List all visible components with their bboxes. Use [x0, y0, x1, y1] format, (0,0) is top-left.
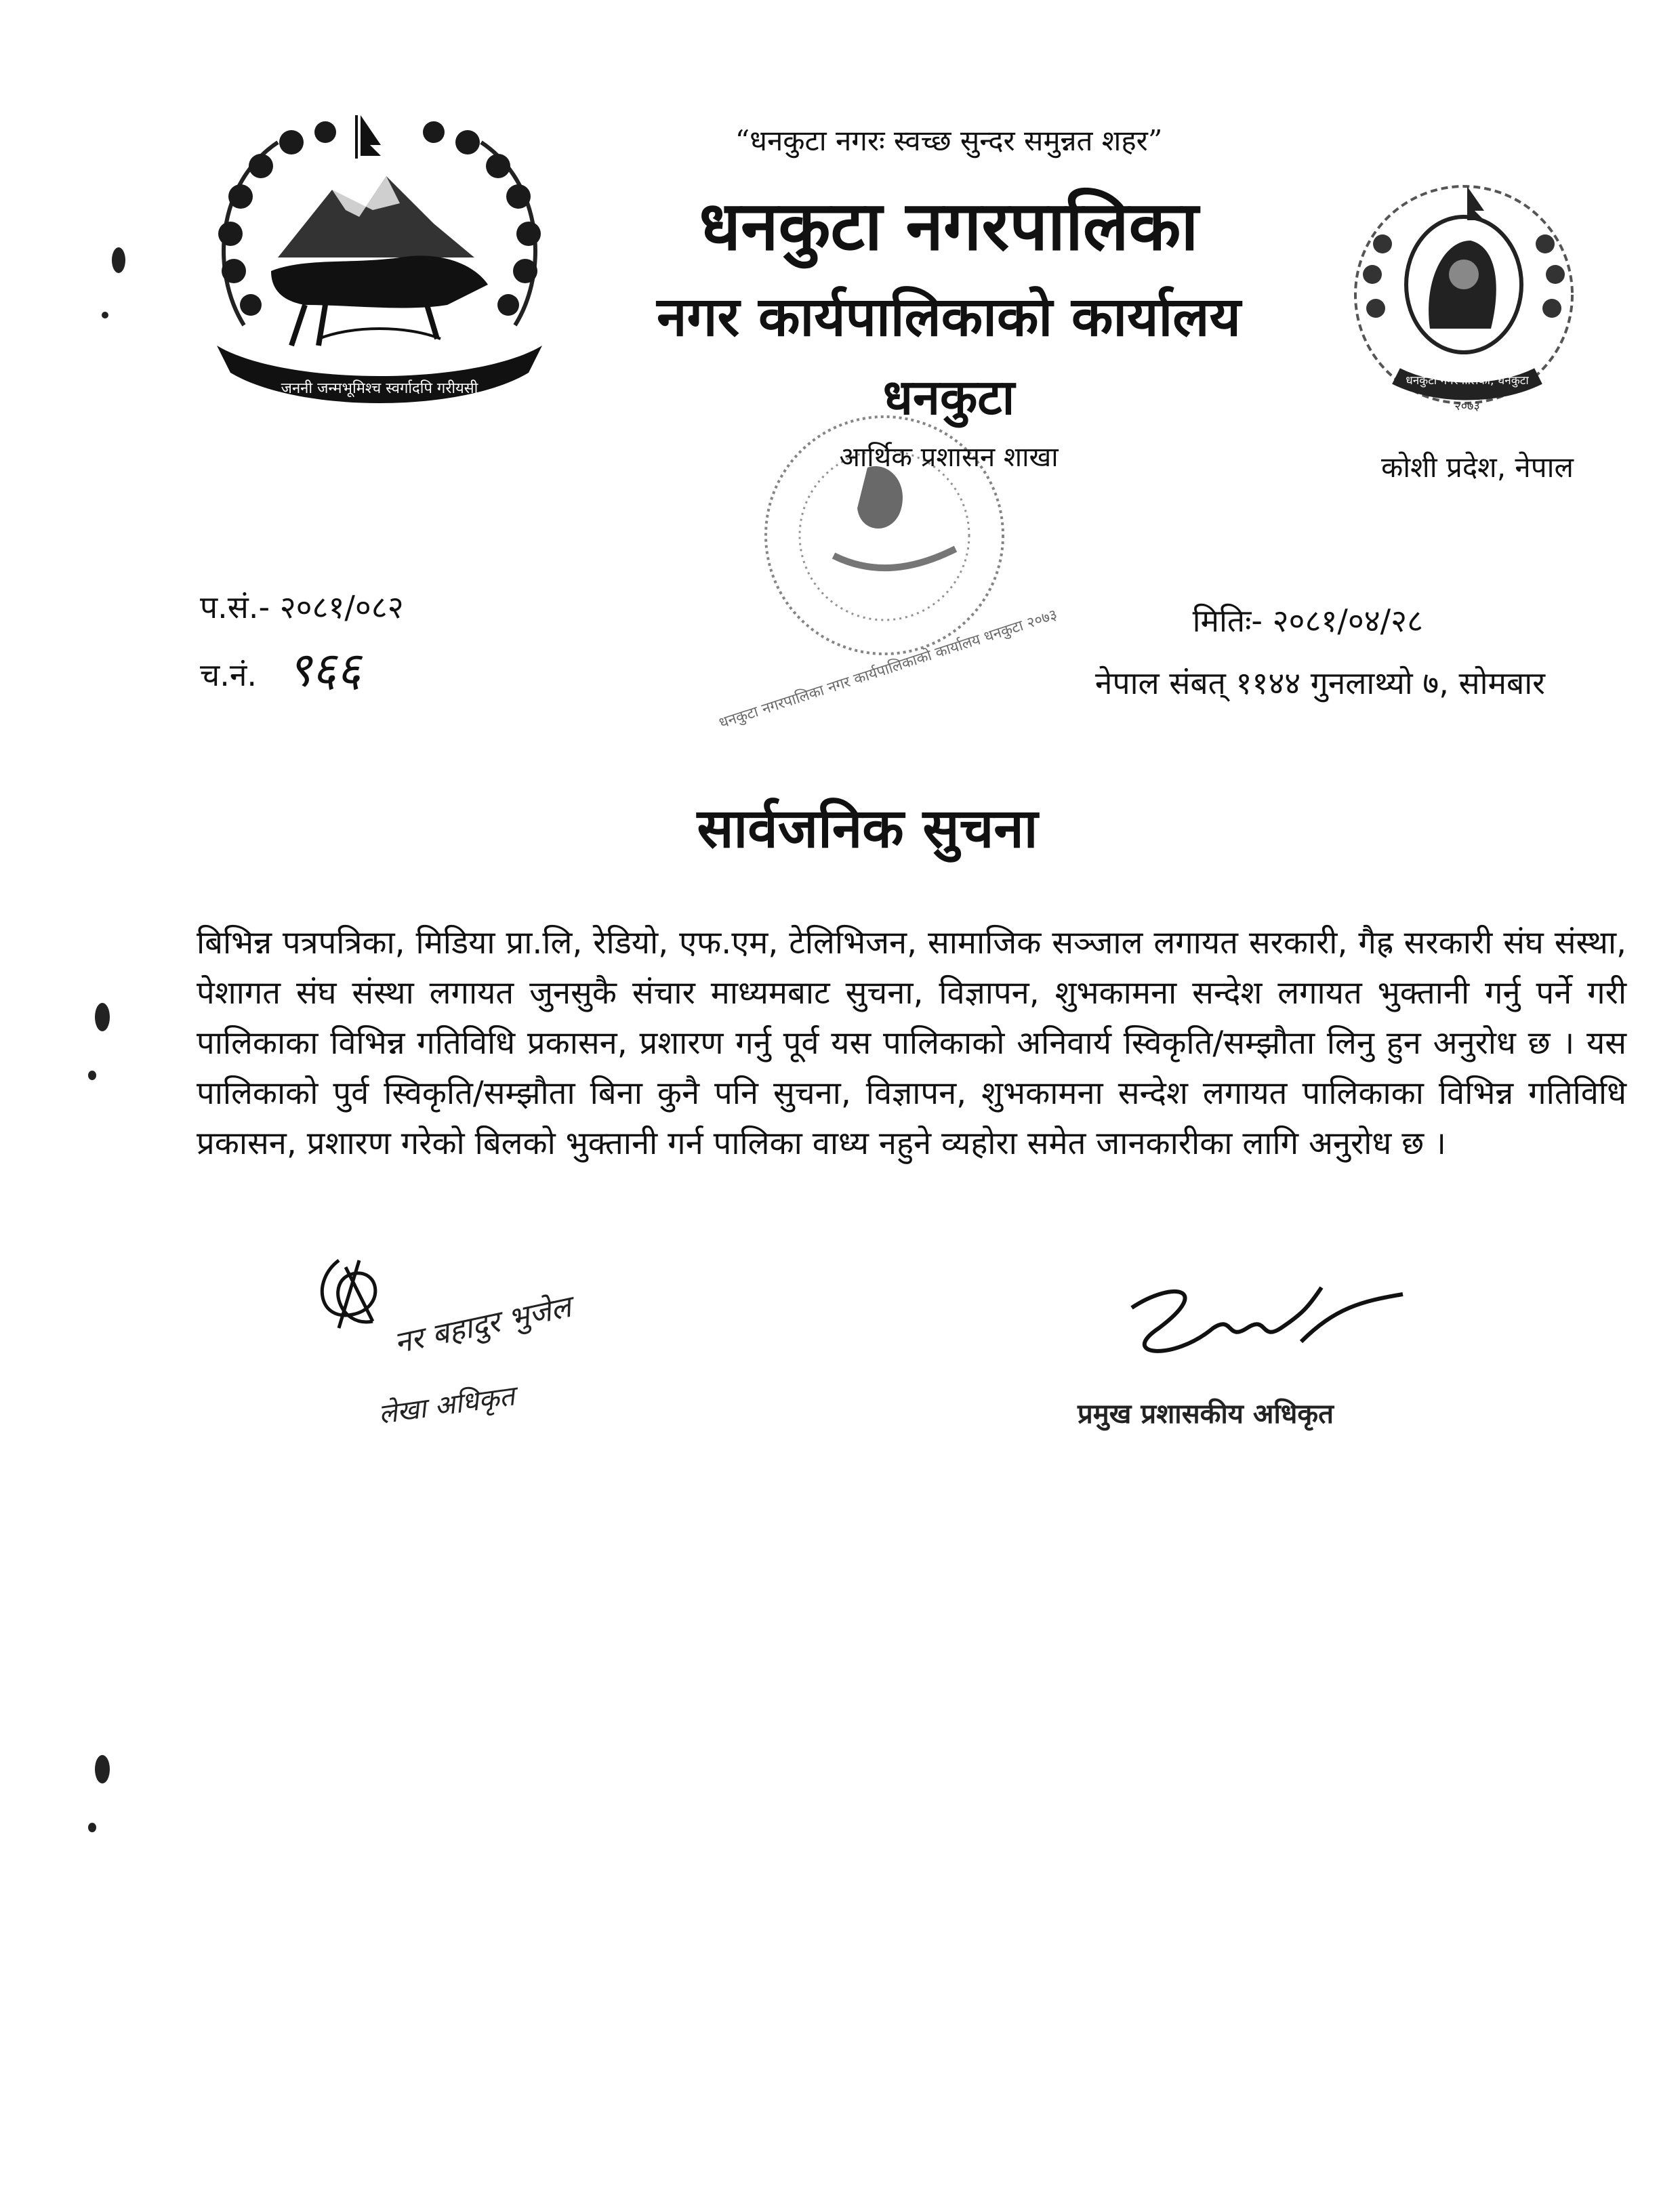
- logo-ring-text: धनकुटा नगरपालिका, धनकुटा: [1406, 374, 1529, 388]
- municipality-motto: “धनकुटा नगरः स्वच्छ सुन्दर समुन्नत शहर”: [735, 124, 1163, 157]
- office-location: धनकुटा: [882, 369, 1015, 426]
- dispatch-number-value: ९६६: [287, 642, 361, 697]
- signatory-title: प्रमुख प्रशासकीय अधिकृत: [1078, 1399, 1334, 1430]
- punch-hole-mark: [95, 1755, 110, 1783]
- emblem-ribbon-text: जननी जन्मभूमिश्च स्वर्गादपि गरीयसी: [281, 380, 478, 397]
- chief-administrative-officer-signature: [1078, 1267, 1430, 1443]
- handwritten-signature-icon: [1132, 1287, 1403, 1351]
- date-value: २०८१/०४/२८: [1272, 602, 1423, 639]
- org-name: धनकुटा नगरपालिका: [699, 186, 1199, 266]
- nepal-national-emblem-icon: [203, 102, 556, 427]
- accounts-officer-signature: [298, 1240, 610, 1457]
- date-line: [1017, 590, 1545, 652]
- stamp-text: धनकुटा नगरपालिका नगर कार्यपालिकाको कार्यालय धनकुटा २०७३: [717, 606, 1060, 732]
- reference-block: [200, 576, 404, 706]
- dispatch-number-label: च.नं.: [200, 657, 257, 693]
- letter-number: [200, 576, 404, 638]
- date-label: मितिः-: [1192, 602, 1263, 639]
- date-block: [1017, 590, 1545, 714]
- punch-hole-mark: [95, 1003, 110, 1031]
- province-name: कोशी प्रदेश, नेपाल: [1381, 451, 1574, 484]
- branch-name: आर्थिक प्रशासन शाखा: [839, 442, 1059, 473]
- letter-number-label: प.सं.-: [200, 589, 270, 625]
- nepal-sambat-date: नेपाल संबत् ११४४ गुनलाथ्यो ७, सोमबार: [1094, 665, 1545, 701]
- dhankuta-municipality-logo-icon: [1335, 173, 1599, 430]
- office-name: नगर कार्यपालिकाको कार्यालय: [657, 285, 1241, 348]
- logo-year-text: २०७३: [1454, 399, 1480, 413]
- dispatch-number: [200, 638, 404, 706]
- handwritten-signature-icon: [322, 1260, 375, 1328]
- signatory-name: नर बहादुर भुजेल: [391, 1289, 575, 1361]
- notice-body: बिभिन्न पत्रपत्रिका, मिडिया प्रा.लि, रेडियो, एफ.एम, टेलिभिजन, सामाजिक सञ्जाल लगायत सरकारी, गैह्र सरकारी संघ संस्था, पेशागत संघ संस्था लगायत जुनसुकै संचार माध्यमबाट सुचना, विज्ञापन, शुभकामना सन्देश लगायत भुक्तानी गर्नु पर्ने गरी पालिकाका विभिन्न गतिविधि प्रकासन, प्रशारण गर्नु पूर्व यस पालिकाको अनिवार्य स्विकृति/सम्झौता लिनु हुन अनुरोध छ । यस पालिकाको पुर्व स्विकृति/सम्झौता बिना कुनै पनि सुचना, विज्ञापन, शुभकामना सन्देश लगायत पालिकाका विभिन्न गतिविधि प्रकासन, प्रशारण गरेको बिलको भुक्तानी गर्न पालिका वाध्य नहुने व्यहोरा समेत जानकारीका लागि अनुरोध छ ।: [197, 924, 1626, 1162]
- punch-hole-mark: [88, 1823, 96, 1832]
- punch-hole-mark: [88, 1071, 96, 1080]
- punch-hole-mark: [102, 312, 108, 318]
- letter-number-value: २०८१/०८२: [279, 589, 404, 625]
- punch-hole-mark: [112, 247, 125, 273]
- signatory-title: लेखा अधिकृत: [376, 1380, 517, 1431]
- notice-title: सार्वजनिक सुचना: [697, 797, 1038, 860]
